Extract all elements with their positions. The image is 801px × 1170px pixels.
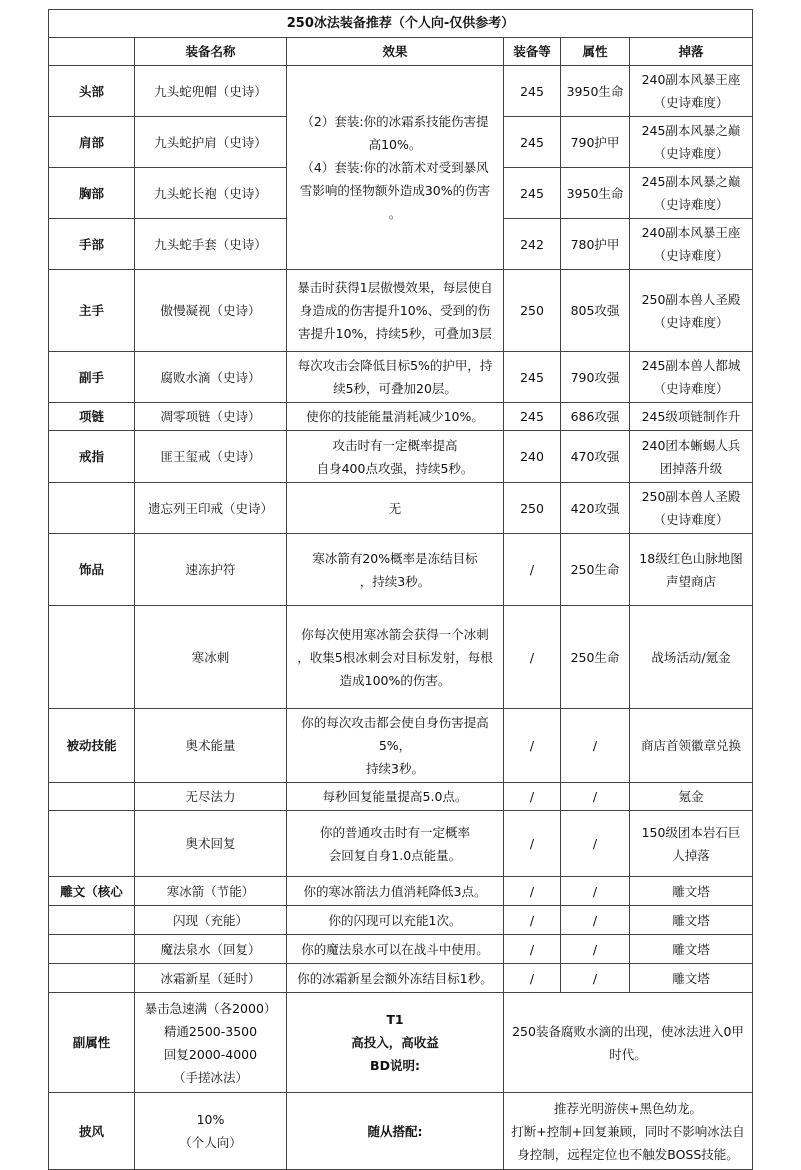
item-name: 九头蛇手套（史诗） [135, 219, 287, 270]
category-label: 饰品 [49, 534, 135, 606]
item-effect: 暴击时获得1层傲慢效果，每层使自 身造成的伤害提升10%、受到的伤 害提升10%，持续5秒，可叠加3层 [287, 270, 504, 352]
table-row [49, 606, 753, 709]
item-attribute: / [561, 935, 630, 964]
table-row [49, 877, 753, 906]
category-label: 戒指 [49, 431, 135, 483]
item-attribute: / [561, 964, 630, 993]
item-attribute: 790护甲 [561, 117, 630, 168]
category-label: 被动技能 [49, 709, 135, 783]
item-level: / [504, 877, 561, 906]
header-drop: 掉落 [630, 38, 753, 66]
category-label: 副手 [49, 352, 135, 403]
table-row [49, 431, 753, 483]
category-label [49, 906, 135, 935]
item-name: 寒冰刺 [135, 606, 287, 709]
item-name: 傲慢凝视（史诗） [135, 270, 287, 352]
category-label [49, 606, 135, 709]
item-drop: 雕文塔 [630, 935, 753, 964]
table-row [49, 483, 753, 534]
table-row [49, 709, 753, 783]
item-effect: 使你的技能能量消耗减少10%。 [287, 403, 504, 431]
table-row [49, 964, 753, 993]
item-level: 242 [504, 219, 561, 270]
item-attribute: / [561, 906, 630, 935]
item-attribute: 780护甲 [561, 219, 630, 270]
item-attribute: 790攻强 [561, 352, 630, 403]
item-level: / [504, 935, 561, 964]
item-name: 九头蛇兜帽（史诗） [135, 66, 287, 117]
item-name: 腐败水滴（史诗） [135, 352, 287, 403]
item-drop: 商店首领徽章兑换 [630, 709, 753, 783]
table-row [49, 935, 753, 964]
item-level: / [504, 783, 561, 811]
item-drop: 18级红色山脉地图 声望商店 [630, 534, 753, 606]
item-attribute: 805攻强 [561, 270, 630, 352]
item-attribute: 3950生命 [561, 168, 630, 219]
set-effect: （2）套装:你的冰霜系技能伤害提 高10%。 （4）套装:你的冰箭术对受到暴风 雪影响的怪物额外造成30%的伤害 。 [287, 66, 504, 270]
equipment-table [48, 9, 753, 1170]
item-attribute: / [561, 877, 630, 906]
item-attribute: / [561, 783, 630, 811]
category-label: 手部 [49, 219, 135, 270]
item-drop: 雕文塔 [630, 906, 753, 935]
item-name: 冰霜新星（延时） [135, 964, 287, 993]
item-effect: 攻击时有一定概率提高 自身400点攻强，持续5秒。 [287, 431, 504, 483]
item-name: 寒冰箭（节能） [135, 877, 287, 906]
page-title: 250冰法装备推荐（个人向-仅供参考） [49, 10, 753, 38]
item-level: / [504, 534, 561, 606]
item-drop: 240团本蜥蜴人兵 团掉落升级 [630, 431, 753, 483]
item-attribute: / [561, 709, 630, 783]
item-attribute: 250生命 [561, 534, 630, 606]
item-drop: 雕文塔 [630, 877, 753, 906]
item-name: 匪王玺戒（史诗） [135, 431, 287, 483]
item-name: 无尽法力 [135, 783, 287, 811]
category-label: 披风 [49, 1093, 135, 1170]
item-drop: 245副本兽人都城 （史诗难度） [630, 352, 753, 403]
item-effect: 你每次使用寒冰箭会获得一个冰刺 ，收集5根冰刺会对目标发射，每根 造成100%的伤害。 [287, 606, 504, 709]
item-level: 245 [504, 117, 561, 168]
table-row [49, 403, 753, 431]
item-level: 250 [504, 483, 561, 534]
item-effect: 你的普通攻击时有一定概率 会回复自身1.0点能量。 [287, 811, 504, 877]
item-attribute: 3950生命 [561, 66, 630, 117]
category-label: 胸部 [49, 168, 135, 219]
category-label [49, 935, 135, 964]
header-category [49, 38, 135, 66]
header-effect: 效果 [287, 38, 504, 66]
secondary-values: 暴击急速满（各2000） 精通2500-3500 回复2000-4000 （手搓冰法） [135, 993, 287, 1093]
bd-label: T1 高投入，高收益 BD说明: [287, 993, 504, 1093]
item-drop: 氪金 [630, 783, 753, 811]
item-level: 245 [504, 168, 561, 219]
category-label: 主手 [49, 270, 135, 352]
item-level: / [504, 606, 561, 709]
item-drop: 雕文塔 [630, 964, 753, 993]
item-name: 九头蛇护肩（史诗） [135, 117, 287, 168]
item-level: 245 [504, 352, 561, 403]
item-drop: 240副本风暴王座 （史诗难度） [630, 219, 753, 270]
item-effect: 你的冰霜新星会额外冻结目标1秒。 [287, 964, 504, 993]
table-row [49, 352, 753, 403]
cloak-row [49, 1093, 753, 1170]
item-level: 250 [504, 270, 561, 352]
category-label [49, 964, 135, 993]
item-drop: 245级项链制作升 [630, 403, 753, 431]
table-row [49, 534, 753, 606]
category-label: 项链 [49, 403, 135, 431]
header-level: 装备等 [504, 38, 561, 66]
table-row [49, 811, 753, 877]
table-row [49, 783, 753, 811]
item-name: 闪现（充能） [135, 906, 287, 935]
item-level: / [504, 906, 561, 935]
item-effect: 每次攻击会降低目标5%的护甲，持 续5秒，可叠加20层。 [287, 352, 504, 403]
item-name: 九头蛇长袍（史诗） [135, 168, 287, 219]
item-attribute: 420攻强 [561, 483, 630, 534]
item-level: / [504, 811, 561, 877]
item-effect: 每秒回复能量提高5.0点。 [287, 783, 504, 811]
category-label [49, 811, 135, 877]
table-row [49, 270, 753, 352]
item-name: 遗忘列王印戒（史诗） [135, 483, 287, 534]
item-level: 245 [504, 403, 561, 431]
secondary-row [49, 993, 753, 1093]
category-label: 头部 [49, 66, 135, 117]
item-drop: 战场活动/氪金 [630, 606, 753, 709]
item-attribute: / [561, 811, 630, 877]
item-level: 245 [504, 66, 561, 117]
item-effect: 你的寒冰箭法力值消耗降低3点。 [287, 877, 504, 906]
item-name: 奥术能量 [135, 709, 287, 783]
pet-label: 随从搭配: [287, 1093, 504, 1170]
table-row [49, 906, 753, 935]
item-drop: 240副本风暴王座 （史诗难度） [630, 66, 753, 117]
bd-text: 250装备腐败水滴的出现，使冰法进入0甲 时代。 [504, 993, 753, 1093]
item-drop: 245副本风暴之巅 （史诗难度） [630, 168, 753, 219]
item-drop: 150级团本岩石巨 人掉落 [630, 811, 753, 877]
item-name: 凋零项链（史诗） [135, 403, 287, 431]
category-label: 肩部 [49, 117, 135, 168]
category-label: 副属性 [49, 993, 135, 1093]
item-drop: 245副本风暴之巅 （史诗难度） [630, 117, 753, 168]
cloak-values: 10% （个人向） [135, 1093, 287, 1170]
item-effect: 你的魔法泉水可以在战斗中使用。 [287, 935, 504, 964]
item-effect: 你的闪现可以充能1次。 [287, 906, 504, 935]
item-name: 速冻护符 [135, 534, 287, 606]
item-name: 魔法泉水（回复） [135, 935, 287, 964]
category-label [49, 483, 135, 534]
item-level: / [504, 964, 561, 993]
item-level: / [504, 709, 561, 783]
item-drop: 250副本兽人圣殿 （史诗难度） [630, 483, 753, 534]
table-row [49, 66, 753, 117]
item-attribute: 250生命 [561, 606, 630, 709]
item-attribute: 470攻强 [561, 431, 630, 483]
header-attribute: 属性 [561, 38, 630, 66]
category-label: 雕文（核心 [49, 877, 135, 906]
item-name: 奥术回复 [135, 811, 287, 877]
header-name: 装备名称 [135, 38, 287, 66]
item-effect: 寒冰箭有20%概率是冻结目标 ，持续3秒。 [287, 534, 504, 606]
header-row [49, 38, 753, 66]
item-level: 240 [504, 431, 561, 483]
item-drop: 250副本兽人圣殿 （史诗难度） [630, 270, 753, 352]
item-effect: 你的每次攻击都会使自身伤害提高 5%， 持续3秒。 [287, 709, 504, 783]
category-label [49, 783, 135, 811]
item-effect: 无 [287, 483, 504, 534]
item-attribute: 686攻强 [561, 403, 630, 431]
pet-text: 推荐光明游侠+黑色幼龙。 打断+控制+回复兼顾，同时不影响冰法自 身控制，远程定位也不触发BOSS技能。 [504, 1093, 753, 1170]
